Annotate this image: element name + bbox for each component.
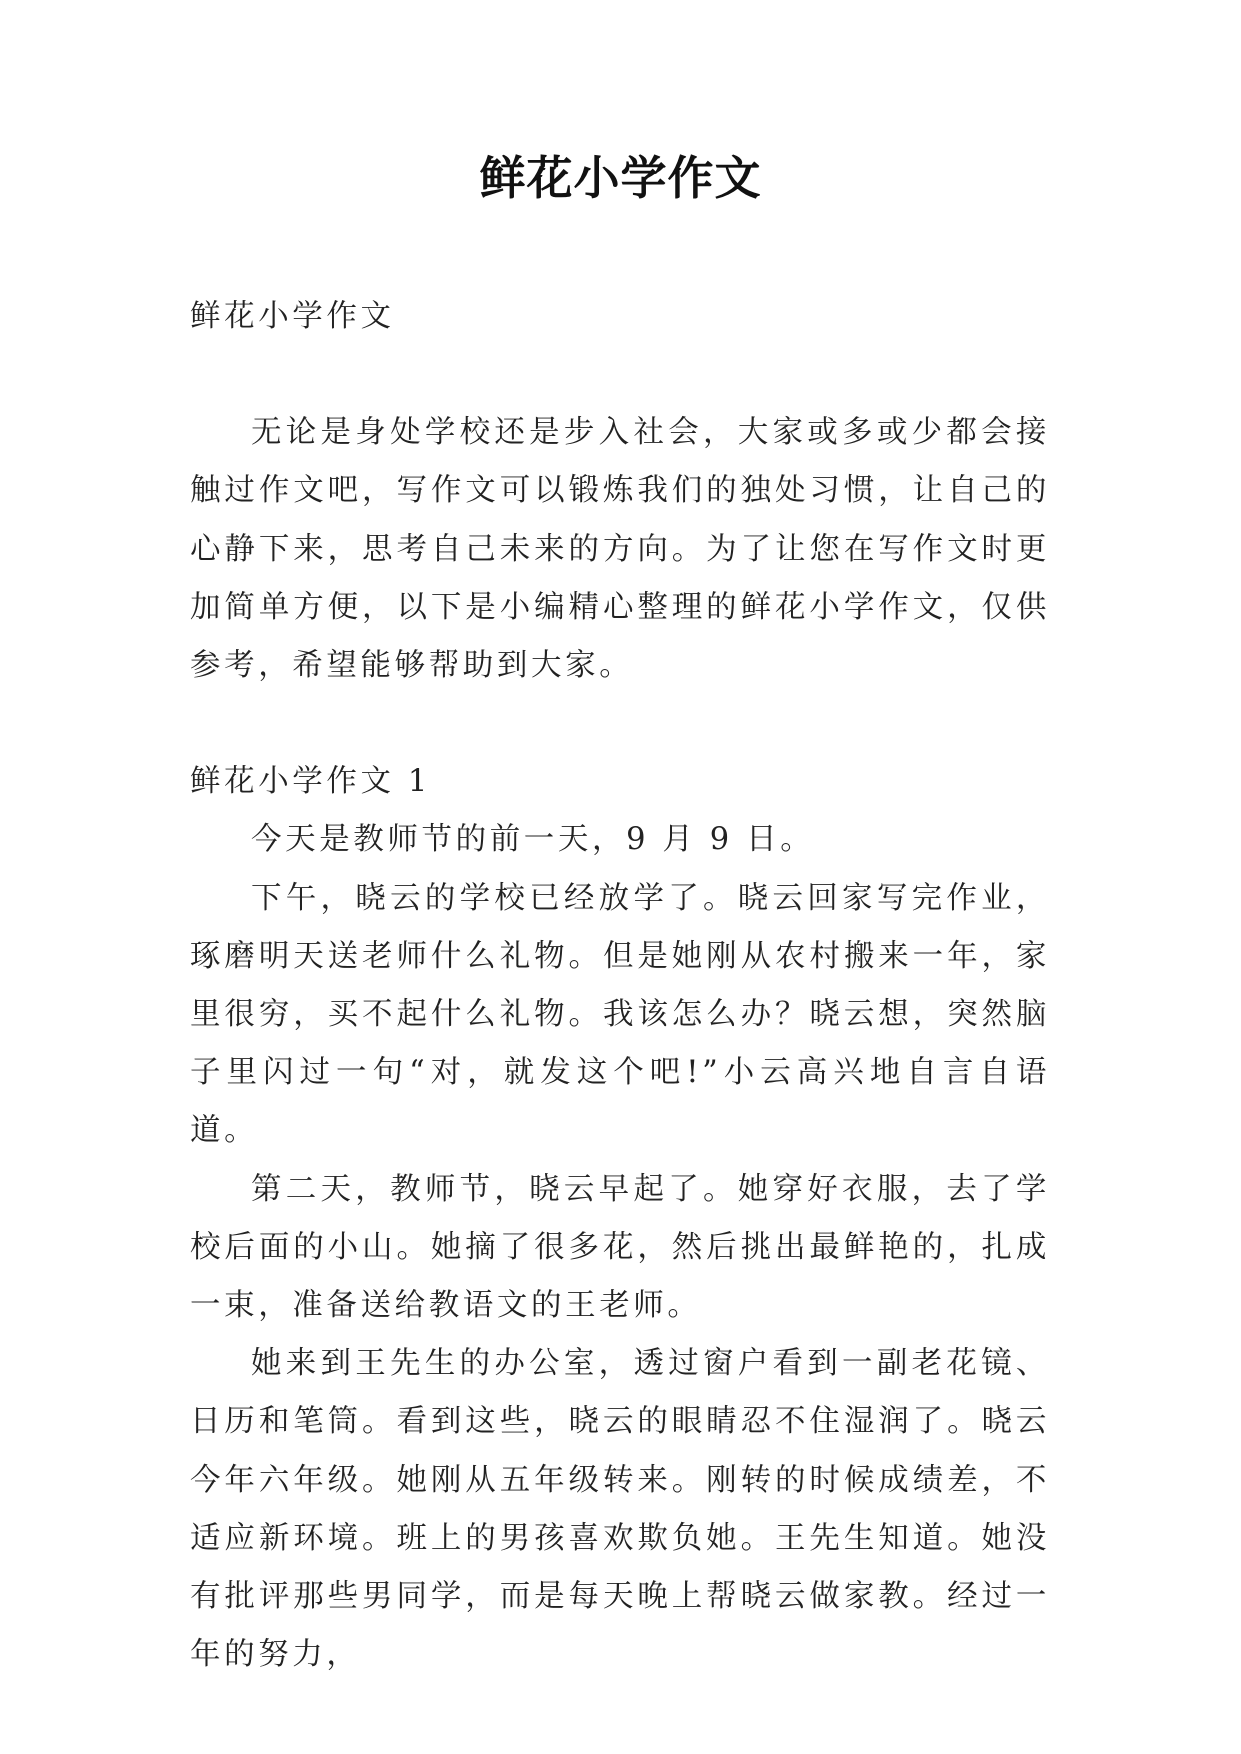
document-body (190, 288, 1050, 1684)
body-paragraph: 第二天，教师节，晓云早起了。她穿好衣服，去了学校后面的小山。她摘了很多花，然后挑出最鲜艳的，扎成一束，准备送给教语文的王老师。 (190, 1171, 1050, 1324)
document-subtitle: 鲜花小学作文 (190, 299, 395, 334)
section-heading: 鲜花小学作文 1 (190, 764, 431, 800)
body-paragraph: 今天是教师节的前一天，9 月 9 日。 (251, 822, 815, 858)
document-title: 鲜花小学作文 (479, 151, 762, 205)
body-paragraph: 下午，晓云的学校已经放学了。晓云回家写完作业，琢磨明天送老师什么礼物。但是她刚从农村搬来一年，家里很穷，买不起什么礼物。我该怎么办？晓云想，突然脑子里闪过一句“对，就发这个吧!”小云高兴地自言自语道。 (190, 880, 1050, 1149)
intro-paragraph: 无论是身处学校还是步入社会，大家或多或少都会接触过作文吧，写作文可以锻炼我们的独处习惯，让自己的心静下来，思考自己未来的方向。为了让您在写作文时更加简单方便，以下是小编精心整理的鲜花小学作文，仅供参考，希望能够帮助到大家。 (190, 415, 1050, 684)
spacer (190, 695, 1050, 753)
body-paragraph: 她来到王先生的办公室，透过窗户看到一副老花镜、日历和笔筒。看到这些，晓云的眼睛忍不住湿润了。晓云今年六年级。她刚从五年级转来。刚转的时候成绩差，不适应新环境。班上的男孩喜欢欺负她。王先生知道。她没有批评那些男同学，而是每天晚上帮晓云做家教。经过一年的努力， (190, 1346, 1050, 1673)
spacer (190, 346, 1050, 404)
